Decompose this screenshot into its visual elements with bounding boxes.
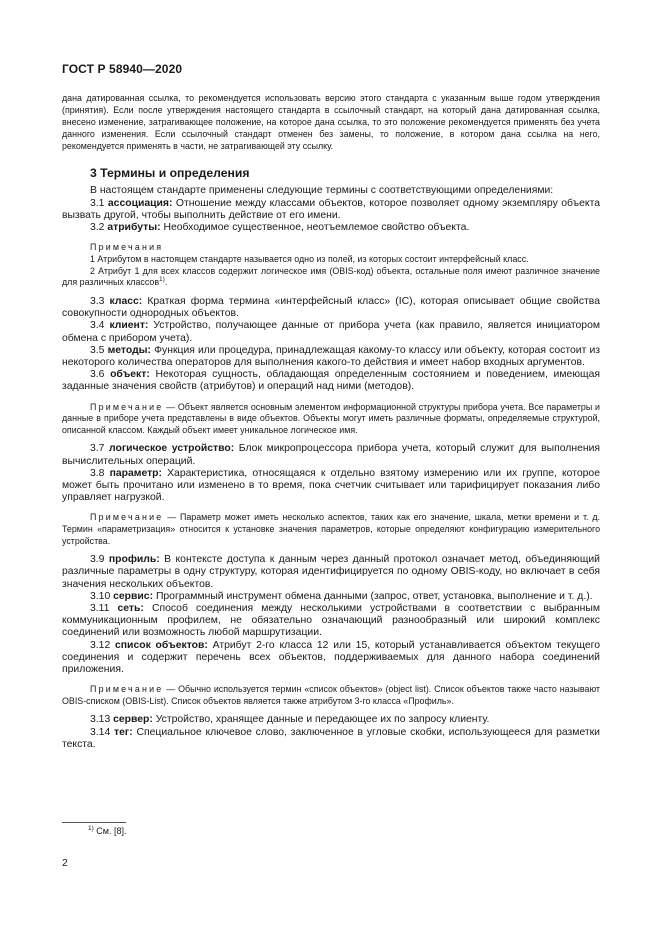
term-definition: Функция или процедура, принадлежащая какому-то классу или объекту, которая состоит из некоторого количества операторов для выполнения какого-то действия и имеет набор входных аргументов.: [62, 344, 601, 369]
term-definition: Краткая форма термина «интерфейсный класс» (IC), которая описывает общие свойства совокупности однородных объектов.: [62, 296, 600, 320]
term-name: сервер:: [113, 714, 153, 726]
term-name: методы:: [107, 344, 151, 356]
term-definition: Некоторая сущность, обладающая определенным состоянием и поведением, имеющая заданные значения свойств (атрибутов) и операций над ними (методов).: [62, 369, 601, 393]
note-dash: —: [163, 512, 180, 523]
term-name: клиент:: [109, 320, 149, 332]
footnote-text: См. [8].: [93, 826, 127, 836]
footnote-divider: [62, 822, 126, 823]
term-3-7: [62, 443, 600, 467]
footnote-reference: 1): [159, 276, 165, 284]
term-definition: Блок микропроцессора прибора учета, который служит для выполнения вычислительных операций.: [62, 443, 601, 467]
term-3-14: [62, 727, 600, 751]
term-3-10: [62, 591, 600, 603]
notes-heading: Примечания: [90, 242, 164, 253]
note-label: Примечание: [90, 684, 164, 695]
term-3-3: [62, 296, 600, 320]
term-number: 3.14: [90, 726, 111, 738]
note-parameter: [62, 512, 600, 547]
term-3-5: [62, 345, 600, 369]
term-definition: Характеристика, относящаяся к отдельно взятому измерению или их группе, которое может быть прочитано или изменено в то время, пока счетчик считывает или тарифицирует показания либо управляет нагрузкой.: [62, 467, 600, 504]
term-number: 3.9: [90, 554, 105, 566]
document-header: ГОСТ Р 58940—2020: [62, 62, 183, 76]
term-3-4: [62, 320, 600, 344]
term-name: сеть:: [117, 603, 144, 615]
note-item-2: [62, 266, 600, 289]
section-title: 3 Термины и определения: [90, 166, 250, 181]
term-number: 3.4: [90, 320, 105, 332]
term-definition: Устройство, получающее данные от прибора учета (как правило, является инициатором обмена с прибором учета).: [62, 320, 600, 344]
term-3-6: [62, 369, 600, 393]
note-item-1: 1 Атрибутом в настоящем стандарте называется одно из полей, из которых состоит интерфейсный класс.: [90, 254, 529, 265]
term-number: 3.5: [90, 344, 105, 356]
term-3-8: [62, 468, 600, 505]
term-number: 3.11: [90, 603, 110, 615]
term-name: список объектов:: [115, 639, 208, 651]
term-definition: Необходимое существенное, неотъемлемое свойство объекта.: [163, 222, 470, 234]
term-number: 3.13: [90, 714, 111, 726]
term-name: атрибуты:: [107, 222, 161, 234]
term-number: 3.3: [90, 296, 105, 308]
note-label: Примечание: [90, 512, 164, 523]
term-definition: Атрибут 2-го класса 12 или 15, который устанавливается объектом текущего соединения и содержит перечень всех объектов, поддерживаемых для данного набора соединений приложения.: [62, 639, 601, 676]
footnote: [88, 826, 126, 836]
term-name: профиль:: [108, 554, 160, 566]
term-name: параметр:: [109, 467, 162, 479]
note-dash: —: [163, 684, 179, 695]
note-object: [62, 402, 600, 437]
note-text: Обычно используется термин «список объектов» (object list). Список объектов также часто называют OBIS-списком (OBIS-List). Список объектов является также атрибутом 3-го класса «Профиль».: [62, 684, 601, 706]
term-name: класс:: [109, 296, 143, 308]
term-definition: Программный инструмент обмена данными (запрос, ответ, установка, выполнение и т. д.).: [155, 590, 593, 602]
section-lead: В настоящем стандарте применены следующие термины с соответствующими определениями:: [90, 185, 554, 197]
page-content: [62, 92, 600, 751]
term-name: логическое устройство:: [109, 443, 235, 455]
term-3-13: [62, 714, 600, 726]
term-3-2: [62, 222, 600, 234]
term-3-9: [62, 554, 600, 591]
term-number: 3.1: [90, 197, 105, 209]
term-definition: В контексте доступа к данным через данный протокол означает метод, объединяющий различные параметры в одну структуру, которая идентифицируется по одному OBIS-коду, но включает в себя значения нескольких объектов.: [62, 554, 600, 590]
term-name: объект:: [110, 369, 150, 381]
note-item-2-end: .: [164, 277, 168, 288]
term-name: тег:: [114, 726, 133, 738]
intro-paragraph: дана датированная ссылка, то рекомендуется использовать версию этого стандарта с указанным выше годом утверждения (принятия). Если после утверждения настоящего стандарта в ссылочный стандарт, на который дана датированная ссылка, внесено изменение, затрагивающее положение, на которое дана ссылка, то это положение рекомендуется применять без учета данного изменения. Если ссылочный стандарт отменен без замены, то положение, в котором дана ссылка на него, рекомендуется применять в части, не затрагивающей эту ссылку.: [62, 93, 600, 152]
term-3-1: [62, 198, 600, 222]
note-text: Параметр может иметь несколько аспектов, таких как его значение, шкала, метки времени и т. д. Термин «параметризация» относится к установке значения параметров, которые определяют конфигурацию измерительного устройства.: [62, 512, 601, 546]
term-3-11: [62, 603, 600, 640]
term-number: 3.8: [90, 467, 105, 479]
term-definition: Отношение между классами объектов, которое позволяет одному экземпляру объекта вызвать другой, чтобы выполнить действие от его имени.: [62, 197, 600, 221]
notes-block: [62, 242, 600, 289]
term-number: 3.10: [90, 590, 111, 602]
term-3-12: [62, 640, 600, 677]
page-number: 2: [62, 858, 68, 869]
term-name: сервис:: [113, 590, 154, 602]
term-number: 3.6: [90, 369, 105, 381]
note-item-2-text: 2 Атрибут 1 для всех классов содержит логическое имя (OBIS-код) объекта, остальные поля имеют различное значение для различных классов: [62, 265, 600, 288]
term-number: 3.7: [90, 443, 105, 455]
note-text: Объект является основным элементом информационной структуры прибора учета. Все параметры и данные в приборе учета представлены в виде объектов. Объекты могут иметь различные форматы, определяемые структурой, описанной классом. Каждый объект имеет уникальное логическое имя.: [62, 401, 600, 435]
term-definition: Специальное ключевое слово, заключенное в угловые скобки, использующееся для разметки текста.: [62, 726, 600, 750]
note-label: Примечание: [90, 401, 164, 412]
term-name: ассоциация:: [107, 197, 173, 209]
term-number: 3.2: [90, 222, 105, 234]
footnote-mark: 1): [88, 825, 94, 832]
term-definition: Способ соединения между несколькими устройствами в соответствии с выбранным коммуникационным профилем, не обязательно означающий разнообразный или широкий комплекс соединений или возможность любой маршрутизации.: [62, 603, 600, 639]
term-number: 3.12: [90, 639, 111, 651]
note-dash: —: [163, 401, 178, 412]
term-definition: Устройство, хранящее данные и передающее их по запросу клиенту.: [155, 714, 490, 726]
note-object-list: [62, 684, 600, 707]
